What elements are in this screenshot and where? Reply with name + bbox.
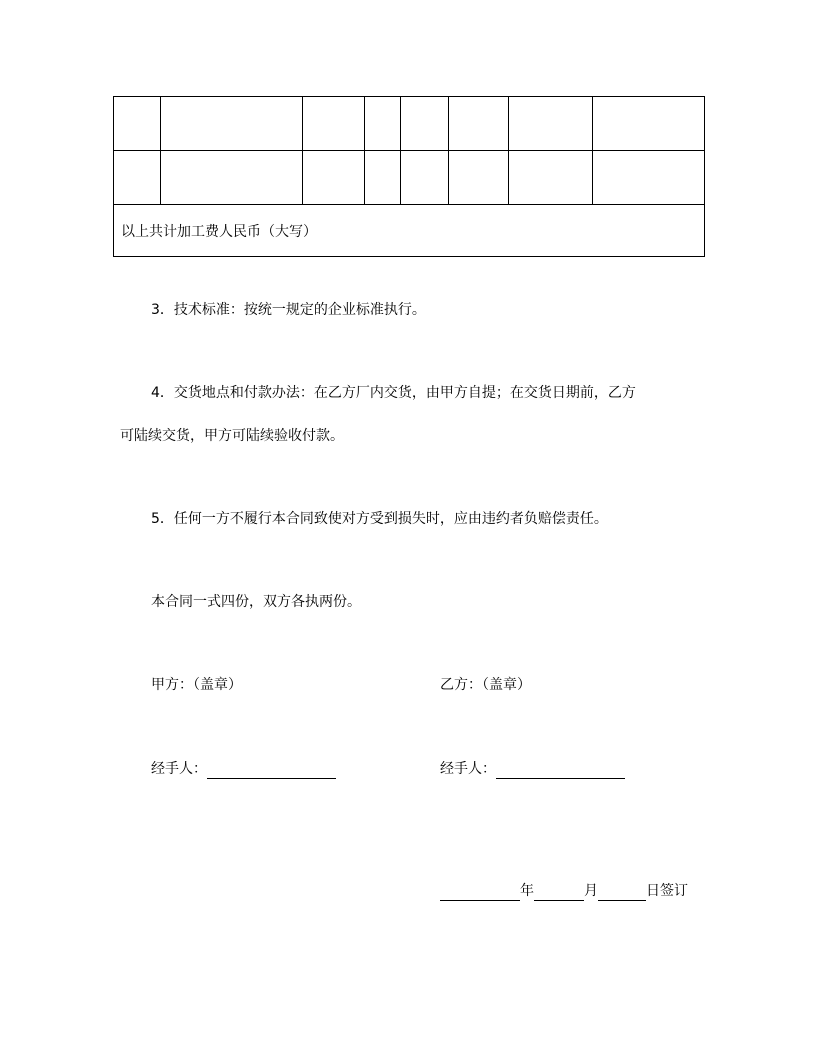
table-cell[interactable]: [401, 151, 449, 205]
clause-4-text-line2: 可陆续交货，甲方可陆续验收付款。: [120, 428, 344, 444]
table-cell[interactable]: [509, 97, 593, 151]
table-cell[interactable]: [365, 97, 401, 151]
table-cell[interactable]: [509, 151, 593, 205]
total-fee-label: 以上共计加工费人民币（大写）: [114, 205, 705, 257]
year-blank[interactable]: [440, 884, 520, 901]
table-cell[interactable]: [114, 97, 161, 151]
party-a-handler: [151, 759, 336, 779]
table-total-row: [114, 205, 705, 257]
table-cell[interactable]: [593, 97, 705, 151]
handler-signature-blank[interactable]: [496, 762, 625, 779]
table-cell[interactable]: [449, 97, 509, 151]
processing-fee-table: [113, 96, 705, 257]
table-cell[interactable]: [161, 97, 303, 151]
table-cell[interactable]: [161, 151, 303, 205]
table-cell[interactable]: [449, 151, 509, 205]
party-a-seal-label: 甲方：（盖章）: [151, 677, 242, 693]
signing-date: [440, 881, 688, 901]
handler-signature-blank[interactable]: [207, 762, 336, 779]
month-blank[interactable]: [534, 884, 584, 901]
table-row: [114, 97, 705, 151]
year-label: 年: [520, 883, 534, 899]
handler-label: 经手人：: [151, 761, 207, 777]
table-cell[interactable]: [593, 151, 705, 205]
handler-label: 经手人：: [440, 761, 496, 777]
table-row: [114, 151, 705, 205]
table-cell[interactable]: [365, 151, 401, 205]
party-b-handler: [440, 759, 625, 779]
table-cell[interactable]: [401, 97, 449, 151]
party-b-seal-label: 乙方：（盖章）: [440, 677, 531, 693]
table-cell[interactable]: [114, 151, 161, 205]
table-cell[interactable]: [303, 151, 365, 205]
day-signed-label: 日签订: [646, 883, 688, 899]
month-label: 月: [584, 883, 598, 899]
copies-statement: 本合同一式四份，双方各执两份。: [151, 594, 361, 610]
day-blank[interactable]: [598, 884, 646, 901]
table-cell[interactable]: [303, 97, 365, 151]
clause-3-text: 3．技术标准：按统一规定的企业标准执行。: [151, 302, 426, 318]
clause-5-text: 5．任何一方不履行本合同致使对方受到损失时，应由违约者负赔偿责任。: [151, 511, 608, 527]
clause-4-text-line1: 4．交货地点和付款办法：在乙方厂内交货，由甲方自提；在交货日期前，乙方: [151, 385, 636, 401]
